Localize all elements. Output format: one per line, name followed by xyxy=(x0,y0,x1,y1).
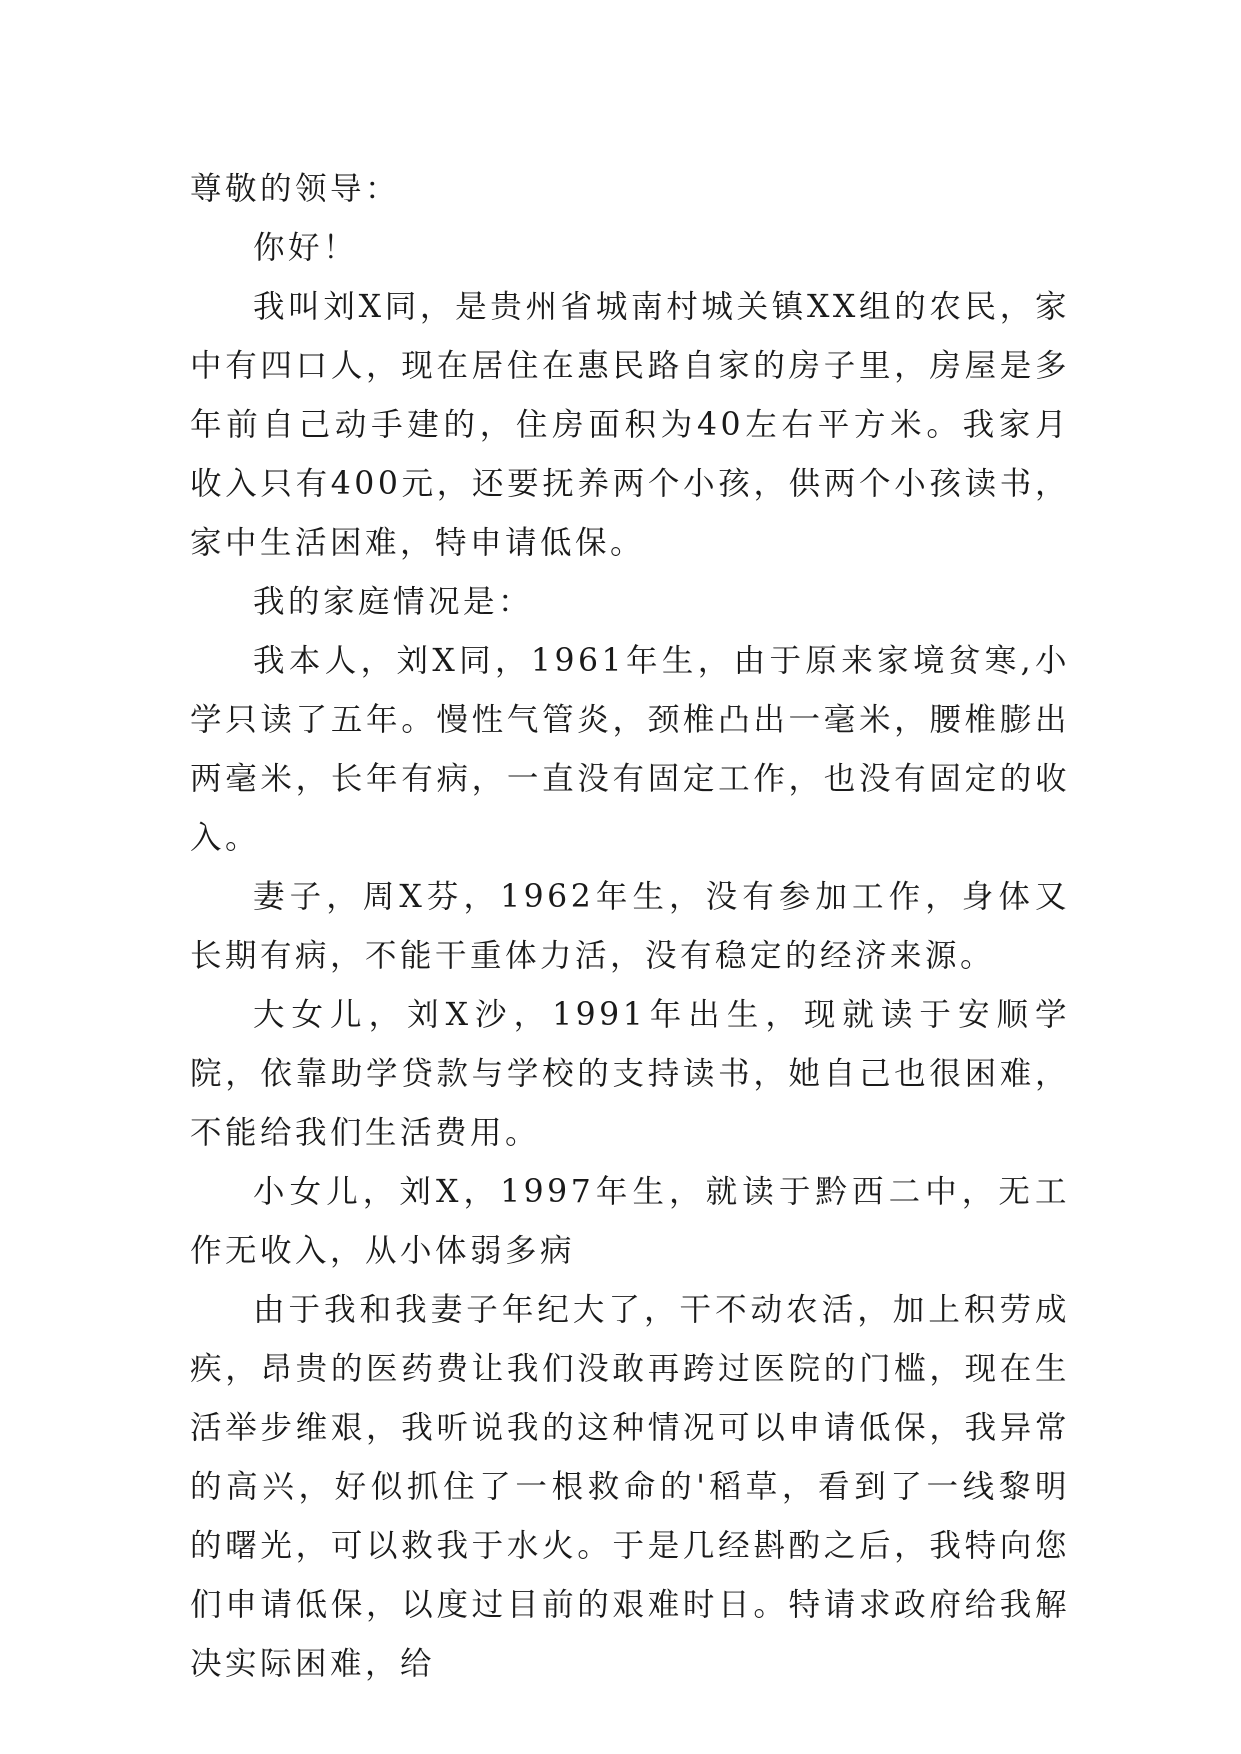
paragraph-request: 由于我和我妻子年纪大了，干不动农活，加上积劳成疾，昂贵的医药费让我们没敢再跨过医院的门槛，现在生活举步维艰，我听说我的这种情况可以申请低保，我异常的高兴，好似抓住了一根救命的'稻草，看到了一线黎明的曙光，可以救我于水火。于是几经斟酌之后，我特向您们申请低保，以度过目前的艰难时日。特请求政府给我解决实际困难，给 xyxy=(190,1292,1070,1682)
salutation: 尊敬的领导： xyxy=(190,171,401,207)
paragraph-introduction: 我叫刘X同，是贵州省城南村城关镇XX组的农民，家中有四口人，现在居住在惠民路自家的房子里，房屋是多年前自己动手建的，住房面积为40左右平方米。我家月收入只有400元，还要抚养两个小孩，供两个小孩读书，家中生活困难，特申请低保。 xyxy=(190,289,1070,561)
letter-body xyxy=(190,160,1070,1694)
paragraph-wife: 妻子，周X芬，1962年生，没有参加工作，身体又长期有病，不能干重体力活，没有稳定的经济来源。 xyxy=(190,879,1070,974)
greeting: 你好！ xyxy=(253,230,359,266)
paragraph-applicant: 我本人，刘X同，1961年生，由于原来家境贫寒,小学只读了五年。慢性气管炎，颈椎凸出一毫米，腰椎膨出两毫米，长年有病，一直没有固定工作，也没有固定的收入。 xyxy=(190,643,1070,856)
paragraph-family-heading: 我的家庭情况是： xyxy=(253,584,534,620)
paragraph-elder-daughter: 大女儿，刘X沙，1991年出生，现就读于安顺学院，依靠助学贷款与学校的支持读书，她自己也很困难，不能给我们生活费用。 xyxy=(190,997,1070,1151)
paragraph-younger-daughter: 小女儿，刘X，1997年生，就读于黔西二中，无工作无收入，从小体弱多病 xyxy=(190,1174,1070,1269)
